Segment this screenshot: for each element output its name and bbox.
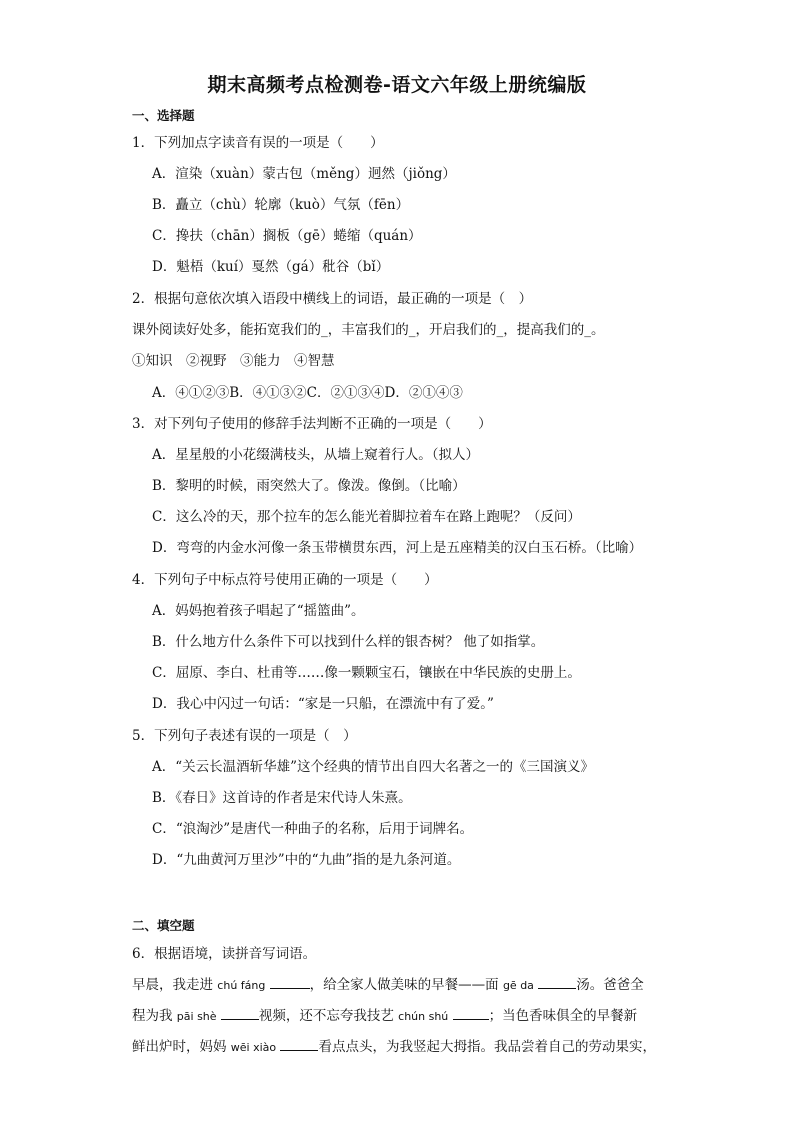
text-segment: 看点点头，为我竖起大拇指。我品尝着自己的劳动果实， (318, 1039, 656, 1055)
option-b: B．④①③② (229, 385, 307, 401)
text-segment: ；当色香味俱全的早餐新 (488, 1008, 638, 1024)
section-heading-fill: 二、填空题 (132, 918, 195, 933)
text-segment: 鲜出炉时，妈妈 (132, 1039, 231, 1055)
question-3-option-b: B．黎明的时候，雨突然大了。像泼。像倒。（比喻） (152, 478, 466, 494)
pinyin: chú fáng (217, 979, 266, 992)
question-5-stem: 5．下列句子表述有误的一项是（ ） (132, 728, 357, 744)
answer-blank[interactable] (221, 1005, 259, 1020)
option-cell: 蒙古包（měng） (262, 166, 368, 182)
question-4-option-c: C．屈原、李白、杜甫等……像一颗颗宝石，镶嵌在中华民族的史册上。 (152, 665, 581, 681)
option-cell: 戛然（gá） (251, 259, 323, 275)
question-5-option-c: C．“浪淘沙”是唐代一种曲子的名称，后用于词牌名。 (152, 821, 474, 837)
question-3-option-a: A．星星般的小花缀满枝头，从墙上窥着行人。（拟人） (152, 447, 479, 463)
pinyin: chún shú (398, 1010, 449, 1023)
answer-blank[interactable] (538, 974, 576, 989)
option-cell: D．魁梧（kuí） (152, 259, 252, 275)
option-cell: 秕谷（bǐ） (322, 259, 390, 275)
option-c: C．②①③④ (306, 385, 385, 401)
question-6-line-3 (132, 1035, 656, 1055)
question-3-stem: 3．对下列句子使用的修辞手法判断不正确的一项是（ ） (132, 416, 492, 432)
text-segment: ，给全家人做美味的早餐——面 (309, 977, 503, 993)
answer-blank[interactable] (453, 1005, 489, 1020)
question-4-stem: 4．下列句子中标点符号使用正确的一项是（ ） (132, 572, 438, 588)
question-4-option-a: A．妈妈抱着孩子唱起了“摇篮曲”。 (152, 603, 365, 619)
page-title: 期末高频考点检测卷-语文六年级上册统编版 (207, 74, 587, 96)
question-4-option-d: D．我心中闪过一句话：“家是一只船，在漂流中有了爱。” (152, 696, 494, 712)
question-3-option-c: C．这么冷的天，那个拉车的怎么能光着脚拉着车在路上跑呢？（反问） (152, 509, 581, 525)
question-5-option-a: A．“关云长温酒斩华雄”这个经典的情节出自四大名著之一的《三国演义》 (152, 759, 595, 775)
option-cell: 迥然（jiǒng） (367, 166, 456, 182)
answer-blank[interactable] (280, 1036, 318, 1051)
option-cell: B．矗立（chù） (152, 197, 255, 213)
option-cell: 气氛（fēn） (333, 197, 410, 213)
option-d: D．②①④③ (384, 385, 463, 401)
question-2-word-list: ①知识 ②视野 ③能力 ④智慧 (132, 353, 335, 369)
question-2-options (152, 381, 463, 401)
option-cell: A．渲染（xuàn） (152, 166, 263, 182)
question-1-option-b (152, 193, 409, 213)
option-a: A．④①②③ (152, 385, 230, 401)
option-cell: 轮廓（kuò） (254, 197, 334, 213)
option-cell: C．搀扶（chān） (152, 228, 263, 244)
question-1-option-a (152, 162, 456, 182)
text-segment: 程为我 (132, 1008, 177, 1024)
question-5-option-b: B．《春日》这首诗的作者是宋代诗人朱熹。 (152, 790, 412, 806)
question-5-option-d: D．“九曲黄河万里沙”中的“九曲”指的是九条河道。 (152, 852, 461, 868)
question-2-passage: 课外阅读好处多，能拓宽我们的_，丰富我们的_，开启我们的_，提高我们的_。 (132, 322, 605, 338)
question-2-stem: 2．根据句意依次填入语段中横线上的词语，最正确的一项是（ ） (132, 291, 533, 307)
pinyin: pāi shè (176, 1010, 217, 1023)
question-6-line-2 (132, 1004, 637, 1024)
pinyin: gē da (502, 979, 534, 992)
question-4-option-b: B．什么地方什么条件下可以找到什么样的银杏树？ 他了如指掌。 (152, 634, 545, 650)
option-cell: 搁板（gē） (262, 228, 334, 244)
text-segment: 早晨，我走进 (132, 977, 218, 993)
option-cell: 蜷缩（quán） (333, 228, 422, 244)
pinyin: wēi xiào (230, 1041, 277, 1054)
question-6-stem: 6．根据语境，读拼音写词语。 (132, 946, 317, 962)
question-6-line-1 (132, 973, 644, 993)
text-segment: 视频，还不忘夸我技艺 (258, 1008, 399, 1024)
text-segment: 汤。爸爸全 (576, 977, 644, 993)
question-3-option-d: D．弯弯的内金水河像一条玉带横贯东西，河上是五座精美的汉白玉石桥。（比喻） (152, 540, 643, 556)
question-1-option-d (152, 255, 389, 275)
section-heading-choice: 一、选择题 (132, 108, 195, 123)
question-1-stem: 1．下列加点字读音有误的一项是（ ） (132, 135, 384, 151)
answer-blank[interactable] (270, 974, 310, 989)
question-1-option-c (152, 224, 422, 244)
